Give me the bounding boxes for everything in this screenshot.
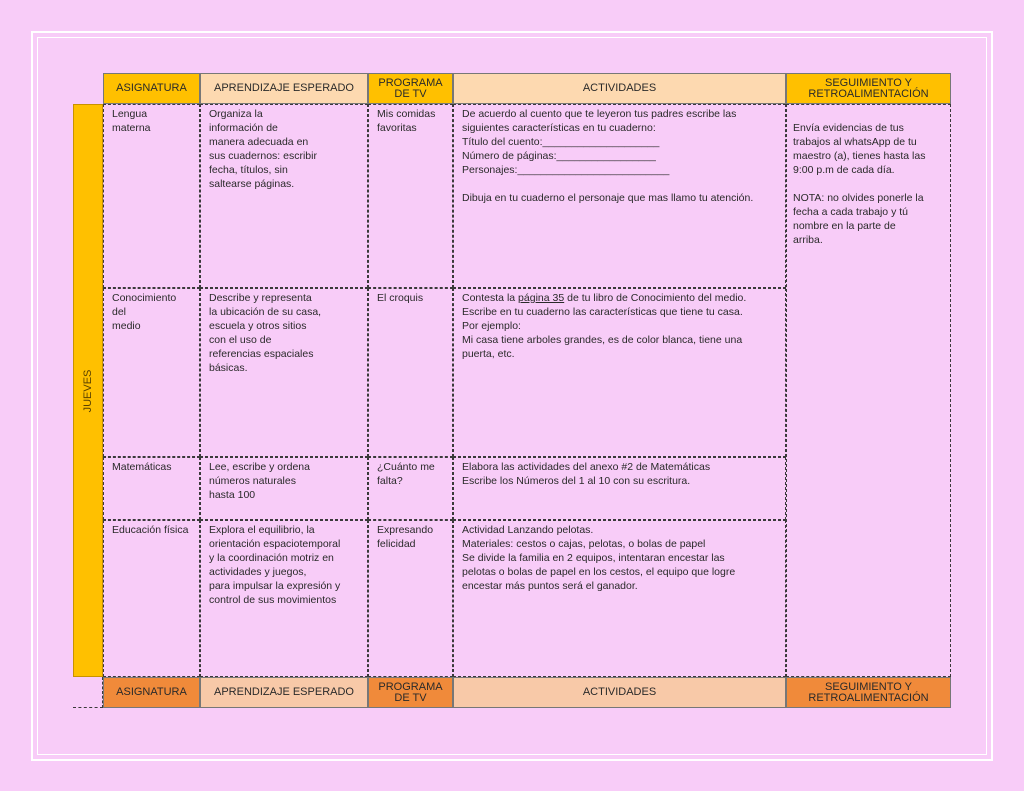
row-2-aprendizaje: Describe y representa la ubicación de su casa, escuela y otros sitios con el uso de referencias espaciales básicas.	[200, 288, 368, 457]
header-asignatura: ASIGNATURA	[103, 73, 200, 104]
footer-programa: PROGRAMA DE TV	[368, 677, 453, 708]
row-2-actividades: Contesta la página 35 de tu libro de Conocimiento del medio. Escribe en tu cuaderno las características que tiene tu casa. Por ejemplo: Mi casa tiene arboles grandes, es de color blanca, tiene una puerta, etc.	[453, 288, 786, 457]
row-4-programa: Expresando felicidad	[368, 520, 453, 677]
row-4-aprendizaje: Explora el equilibrio, la orientación espaciotemporal y la coordinación motriz en actividades y juegos, para impulsar la expresión y control de sus movimientos	[200, 520, 368, 677]
row-3-actividades: Elabora las actividades del anexo #2 de Matemáticas Escribe los Números del 1 al 10 con su escritura.	[453, 457, 786, 520]
day-column	[73, 104, 103, 677]
row-1-asignatura: Lengua materna	[103, 104, 200, 288]
header-seguimiento: SEGUIMIENTO Y RETROALIMENTACIÓN	[786, 73, 951, 104]
row-1-programa: Mis comidas favoritas	[368, 104, 453, 288]
row-3-programa: ¿Cuánto me falta?	[368, 457, 453, 520]
footer-seguimiento: SEGUIMIENTO Y RETROALIMENTACIÓN	[786, 677, 951, 708]
header-programa: PROGRAMA DE TV	[368, 73, 453, 104]
row-4-asignatura: Educación física	[103, 520, 200, 677]
footer-asignatura: ASIGNATURA	[103, 677, 200, 708]
footer-actividades: ACTIVIDADES	[453, 677, 786, 708]
row-3-asignatura: Matemáticas	[103, 457, 200, 520]
header-aprendizaje: APRENDIZAJE ESPERADO	[200, 73, 368, 104]
row-1-aprendizaje: Organiza la información de manera adecuada en sus cuadernos: escribir fecha, títulos, sin saltearse páginas.	[200, 104, 368, 288]
footer-stub	[73, 677, 103, 708]
footer-aprendizaje: APRENDIZAJE ESPERADO	[200, 677, 368, 708]
row-2-asignatura: Conocimiento del medio	[103, 288, 200, 457]
row-4-actividades: Actividad Lanzando pelotas. Materiales: cestos o cajas, pelotas, o bolas de papel Se divide la familia en 2 equipos, intentaran encestar las pelotas o bolas de papel en los cestos, el equipo que logre encestar más puntos será el ganador.	[453, 520, 786, 677]
row-1-actividades: De acuerdo al cuento que te leyeron tus padres escribe las siguientes características en tu cuaderno: Título del cuento:____________________ Número de páginas:_________________ Personajes:__________________________ Dibuja en tu cuaderno el personaje que mas llamo tu atención.	[453, 104, 786, 288]
row-3-aprendizaje: Lee, escribe y ordena números naturales hasta 100	[200, 457, 368, 520]
page-reference-link[interactable]: página 35	[518, 292, 565, 304]
header-actividades: ACTIVIDADES	[453, 73, 786, 104]
row-2-programa: El croquis	[368, 288, 453, 457]
day-label: JUEVES	[82, 369, 94, 412]
seguimiento-cell: Envía evidencias de tus trabajos al whatsApp de tu maestro (a), tienes hasta las 9:00 p.m de cada día. NOTA: no olvides ponerle la fecha a cada trabajo y tú nombre en la parte de arriba.	[786, 104, 951, 677]
